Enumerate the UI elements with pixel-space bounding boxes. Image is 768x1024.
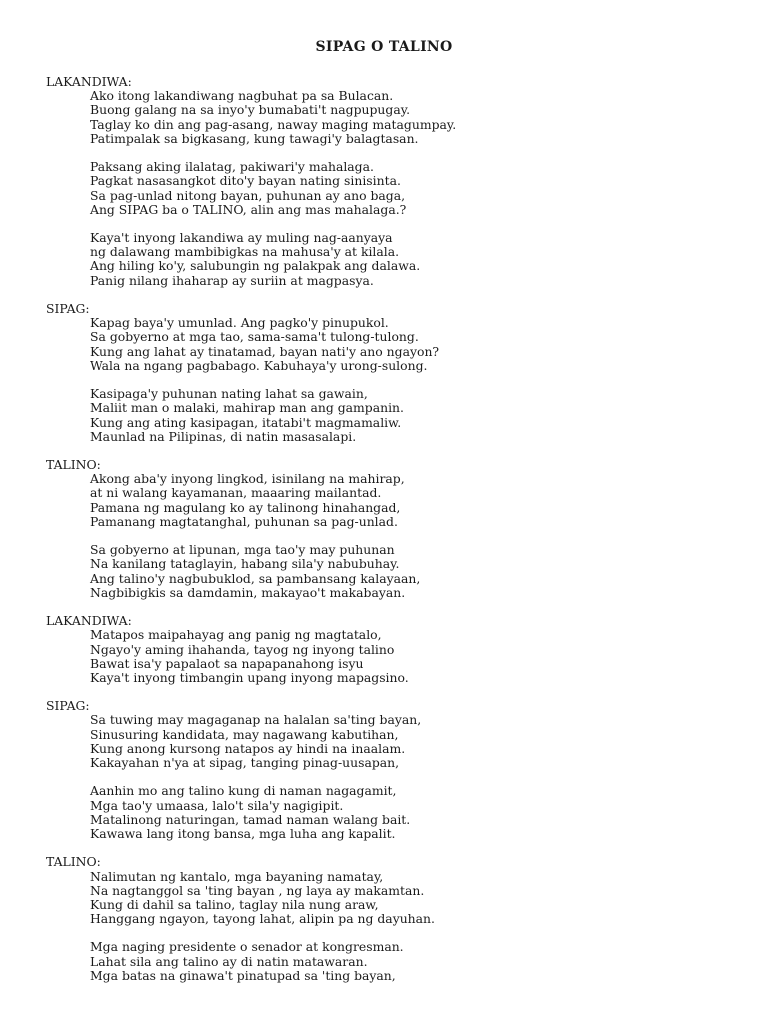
verse-line: Panig nilang ihaharap ay suriin at magpasya. xyxy=(90,272,374,288)
stanza xyxy=(90,89,746,146)
verse-line: Ang talino'y nagbubuklod, sa pambansang kalayaan, xyxy=(90,570,421,586)
stanza xyxy=(90,316,746,373)
verse-line: Kung ang lahat ay tinatamad, bayan nati'y ano ngayon? xyxy=(90,343,440,359)
verse-line: Pamana ng magulang ko ay talinong hinahangad, xyxy=(90,499,401,515)
verse-line: Paksang aking ilalatag, pakiwari'y mahalaga. xyxy=(90,159,374,175)
verse-line: Kakayahan n'ya at sipag, tanging pinag-uusapan, xyxy=(90,755,400,770)
verse-line: Mga naging presidente o senador at kongresman. xyxy=(90,939,404,955)
verse-line: Ang SIPAG ba o TALINO, alin ang mas mahalaga.? xyxy=(90,201,407,217)
verse-line: Ang hiling ko'y, salubungin ng palakpak ang dalawa. xyxy=(90,258,421,274)
verse-line: Kung di dahil sa talino, taglay nila nung araw, xyxy=(90,896,379,912)
verse-line: Kapag baya'y umunlad. Ang pagko'y pinupukol. xyxy=(90,315,389,331)
verse-line: Kaya't inyong timbangin upang inyong mapagsino. xyxy=(90,669,409,685)
speaker-label: TALINO: xyxy=(46,854,101,870)
stanza xyxy=(90,784,746,841)
poem-body xyxy=(46,75,746,983)
stanza xyxy=(90,870,746,927)
verse-line: Pamanang magtatanghal, puhunan sa pag-unlad. xyxy=(90,513,398,529)
verse-line: Bawat isa'y papalaot sa napapanahong isyu xyxy=(90,655,364,671)
stanza-spacer xyxy=(46,926,746,940)
verse-line: Ako itong lakandiwang nagbuhat pa sa Bulacan. xyxy=(90,88,394,104)
stanza xyxy=(90,940,746,983)
section-spacer xyxy=(46,444,746,458)
stanza xyxy=(90,231,746,288)
speaker-label: LAKANDIWA: xyxy=(46,74,132,89)
stanza xyxy=(90,387,746,444)
verse-line: ng dalawang mambibigkas na mahusa'y at kilala. xyxy=(90,244,400,260)
verse-line: Nagbibigkis sa damdamin, makayao't makabayan. xyxy=(90,584,406,600)
verse-line: Matalinong naturingan, tamad naman walang bait. xyxy=(90,811,411,827)
poem-title: SIPAG O TALINO xyxy=(315,39,453,55)
verse-line: Maliit man o malaki, mahirap man ang gampanin. xyxy=(90,400,404,416)
verse-line: Matapos maipahayag ang panig ng magtatalo, xyxy=(90,627,382,643)
stanza-spacer xyxy=(46,217,746,231)
verse-line: Taglay ko din ang pag-asang, naway maging matagumpay. xyxy=(90,116,457,132)
section-spacer xyxy=(46,600,746,614)
verse-line: Mga batas na ginawa't pinatupad sa 'ting bayan, xyxy=(90,967,396,983)
stanza-spacer xyxy=(46,529,746,543)
speaker-label: SIPAG: xyxy=(46,301,90,316)
stanza xyxy=(90,713,746,770)
verse-line: Akong aba'y inyong lingkod, isinilang na mahirap, xyxy=(90,471,405,487)
verse-line: Kaya't inyong lakandiwa ay muling nag-aanyaya xyxy=(90,230,393,246)
verse-line: Pagkat nasasangkot dito'y bayan nating sinisinta. xyxy=(90,173,401,189)
verse-line: Kung ang ating kasipagan, itatabi't magmamaliw. xyxy=(90,414,402,430)
verse-line: Patimpalak sa bigkasang, kung tawagi'y balagtasan. xyxy=(90,130,419,146)
verse-line: Ngayo'y aming ihahanda, tayog ng inyong talino xyxy=(90,641,395,657)
verse-line: Wala na ngang pagbabago. Kabuhaya'y urong-sulong. xyxy=(90,357,428,373)
verse-line: Mga tao'y umaasa, lalo't sila'y nagigipit. xyxy=(90,797,344,813)
verse-line: Aanhin mo ang talino kung di naman nagagamit, xyxy=(90,783,397,799)
verse-line: at ni walang kayamanan, maaaring mailantad. xyxy=(90,485,382,501)
verse-line: Buong galang na sa inyo'y bumabati't nagpupugay. xyxy=(90,102,411,118)
verse-line: Na nagtanggol sa 'ting bayan , ng laya ay makamtan. xyxy=(90,882,425,898)
speaker-label: LAKANDIWA: xyxy=(46,613,132,629)
section-spacer xyxy=(46,288,746,302)
verse-line: Na kanilang tataglayin, habang sila'y nabubuhay. xyxy=(90,556,400,572)
speaker-label: SIPAG: xyxy=(46,698,90,714)
verse-line: Sa tuwing may magaganap na halalan sa'ting bayan, xyxy=(90,712,422,728)
verse-line: Lahat sila ang talino ay di natin matawaran. xyxy=(90,953,368,969)
section-spacer xyxy=(46,685,746,699)
stanza-spacer xyxy=(46,373,746,387)
stanza-spacer xyxy=(46,770,746,784)
speaker-label: TALINO: xyxy=(46,457,101,473)
verse-line: Kawawa lang itong bansa, mga luha ang kapalit. xyxy=(90,825,396,841)
verse-line: Sinusuring kandidata, may nagawang kabutihan, xyxy=(90,726,399,742)
verse-line: Hanggang ngayon, tayong lahat, alipin pa ng dayuhan. xyxy=(90,911,435,927)
verse-line: Sa pag-unlad nitong bayan, puhunan ay ano baga, xyxy=(90,187,406,203)
verse-line: Kasipaga'y puhunan nating lahat sa gawain, xyxy=(90,386,368,402)
verse-line: Kung anong kursong natapos ay hindi na inaalam. xyxy=(90,740,406,756)
verse-line: Sa gobyerno at lipunan, mga tao'y may puhunan xyxy=(90,542,395,558)
verse-line: Nalimutan ng kantalo, mga bayaning namatay, xyxy=(90,868,384,884)
verse-line: Maunlad na Pilipinas, di natin masasalapi. xyxy=(90,428,357,444)
verse-line: Sa gobyerno at mga tao, sama-sama't tulong-tulong. xyxy=(90,329,419,345)
stanza xyxy=(90,543,746,600)
stanza xyxy=(90,160,746,217)
stanza xyxy=(90,628,746,685)
stanza-spacer xyxy=(46,146,746,160)
stanza xyxy=(90,472,746,529)
section-spacer xyxy=(46,841,746,855)
